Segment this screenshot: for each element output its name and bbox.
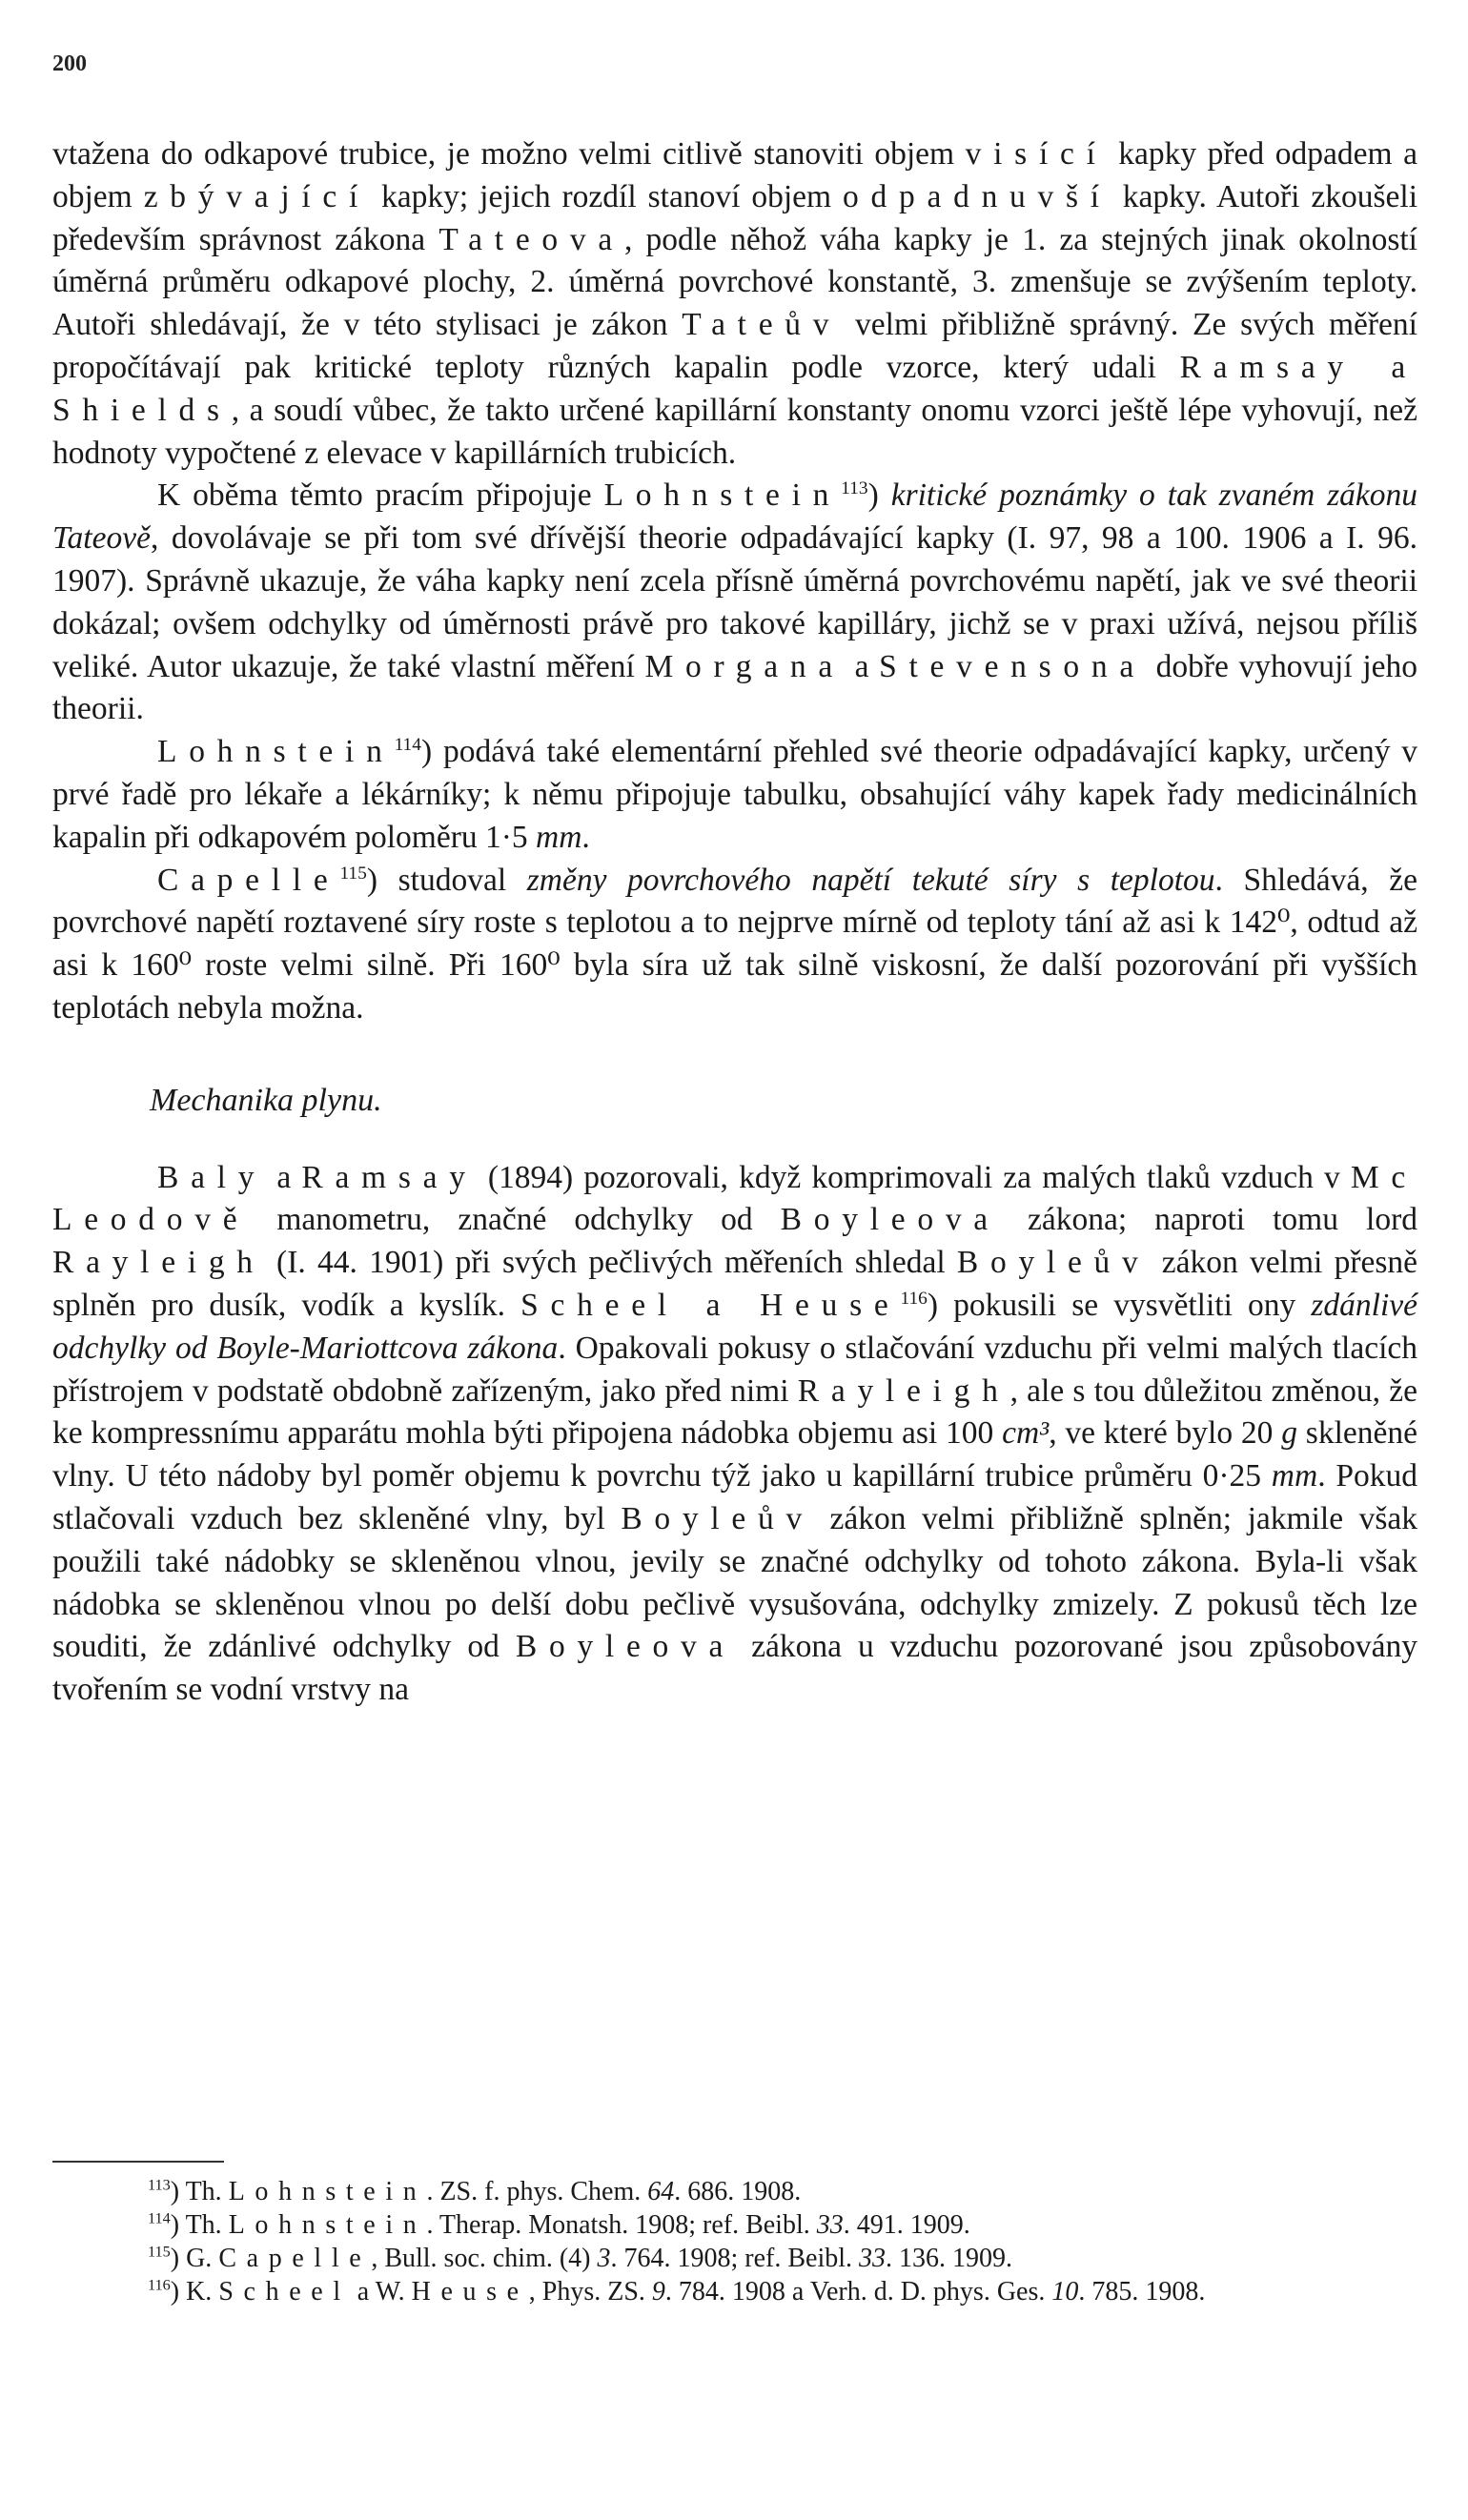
author-name: Boyleova [780,1202,1000,1238]
footnote: $^{115}$) G. Capelle, Bull. soc. chim. (4) 3. 764. 1908; ref. Beibl. 33. 136. 1909. [148,2243,1013,2273]
italic-title: změny povrchového napětí tekuté síry s teplotou [526,862,1215,898]
unit: mm [1271,1458,1318,1494]
spaced-term: odpadnuvší [843,178,1111,214]
spaced-term: visící [965,136,1108,172]
footnote: $^{114}$) Th. Lohnstein. Therap. Monatsh. 1908; ref. Beibl. 33. 491. 1909. [148,2209,970,2240]
unit: mm [536,819,582,855]
footnote-ref: 116 [900,1288,928,1309]
footnote-ref: 113 [841,478,868,499]
author-name: Boyleova [515,1629,736,1665]
paragraph-5: Baly a Ramsay (1894) pozorovali, když komprimovali za malých tlaků vzduch v Mc Leodově manometru, značné odchylky od Boyleova zákona; naproti tomu lord Rayleigh (I. 44. 1901) při svých pečlivých měřeních shledal Boyleův zákon velmi přesně splněn pro dusík, vodík a kyslík. Scheel a Heuse$^{116}$) pokusili se vysvětliti ony zdánlivé odchylky od Boyle-Mariottcova zákona. Opakovali pokusy o stlačování vzduchu při velmi malých tlacích přístrojem v podstatě obdobně zařízeným, jako před nimi Rayleigh, ale s tou důležitou změnou, že ke kompressnímu apparátu mohla býti připojena nádobka objemu asi 100 cm³, ve které bylo 20 g skleněné vlny. U této nádoby byl poměr objemu k povrchu týž jako u kapillární trubice průměru 0·25 mm. Pokud stlačovali vzduch bez skleněné vlny, byl Boyleův zákon velmi přibližně splněn; jakmile však použili také nádobky se skleněnou vlnou, jevily se značné odchylky od tohoto zákona. Byla-li však nádobka se skleněnou vlnou po delší dobu pečlivě vysušována, odchylky zmizely. Z pokusů těch lze souditi, že zdánlivé odchylky od Boyleova zákona u vzduchu pozorované jsou způsobovány tvořením se vodní vrstvy na [52,1159,1418,1708]
footnotes [52,2175,1417,2308]
author-name: Boyleův [956,1245,1151,1281]
author-name: Ramsay [301,1159,478,1195]
author-name: Lohnstein [157,734,395,770]
author-name: Tateův [682,307,842,343]
paragraph-4: Capelle$^{115}$) studoval změny povrchového napětí tekuté síry s teplotou. Shledává, že povrchové napětí roztavené síry roste s teplotou a to nejprve mírně od teploty tání až asi k 142⁰, odtud až asi k 160⁰ roste velmi silně. Při 160⁰ byla síra už tak silně viskosní, že další pozorování při vyšších teplotách nebyla možna. [52,862,1417,1026]
spaced-term: zbývající [143,178,371,214]
author-name: Baly [157,1159,267,1195]
author-name: Rayleigh [52,1245,265,1281]
unit: cm³ [1002,1415,1050,1452]
section-heading: Mechanika plynu. [150,1082,382,1118]
paragraph-2: K oběma těmto pracím připojuje Lohnstein$^{113}$) kritické poznámky o tak zvaném zákonu Tateově, dovolávaje se při tom své dřívější theorie odpadávající kapky (I. 97, 98 a 100. 1906 a I. 96. 1907). Správně ukazuje, že váha kapky není zcela přísně úměrná povrchovému napětí, jak ve své theorii dokázal; ovšem odchylky od úměrnosti právě pro takové kapilláry, jichž se v praxi užívá, nejsou příliš veliké. Autor ukazuje, že také vlastní měření Morgana a Stevensona dobře vyhovují jeho theorii. [52,478,1418,727]
footnote-ref: 114 [394,735,421,755]
paragraph-3: Lohnstein$^{114}$) podává také elementární přehled své theorie odpadávající kapky, určený v prvé řadě pro lékaře a lékárníky; k němu připojuje tabulku, obsahující váhy kapek řady medicinálních kapalin při odkapovém poloměru 1·5 mm. [52,734,1417,855]
author-name: Boyleův [621,1500,814,1536]
author-name: Capelle [157,862,340,898]
footnote: $^{113}$) Th. Lohnstein. ZS. f. phys. Chem. 64. 686. 1908. [148,2176,802,2206]
author-name: Scheel a Heuse [520,1287,901,1323]
footnote-ref: 115 [339,863,367,884]
page-number: 200 [52,51,87,76]
footnote-divider [52,2161,224,2163]
paragraph-1: vtažena do odkapové trubice, je možno velmi citlivě stanoviti objem visící kapky před odpadem a objem zbývající kapky; jejich rozdíl stanoví objem odpadnuvší kapky. Autoři zkoušeli především správnost zákona Tateova, podle něhož váha kapky je 1. za stejných jinak okolností úměrná průměru odkapové plochy, 2. úměrná povrchové konstantě, 3. zmenšuje se zvýšením teploty. Autoři shledávají, že v této stylisaci je zákon Tateův velmi přibližně správný. Ze svých měření propočítávají pak kritické teploty různých kapalin podle vzorce, který udali Ramsay a Shields, a soudí vůbec, že takto určené kapillární konstanty onomu vzorci ještě lépe vyhovují, než hodnoty vypočtené z elevace v kapillárních trubicích. [52,136,1418,471]
author-name: Ramsay a Shields [52,349,1418,428]
author-name: Stevensona [879,648,1146,684]
footnote: $^{116}$) K. Scheel a W. Heuse, Phys. ZS. 9. 784. 1908 a Verh. d. D. phys. Ges. 10. 785. 1908. [148,2276,1206,2307]
author-name: Mc Leodově [52,1159,1417,1238]
author-name: Tateova [438,221,624,257]
italic-title: zdánlivé odchylky od Boyle-Mariottcova zákona [52,1287,1417,1366]
author-name: Morgana [644,648,845,684]
unit: g [1281,1415,1297,1452]
italic-title: kritické poznámky o tak zvaném zákonu Tateově [52,478,1418,557]
author-name: Rayleigh [797,1372,1010,1409]
body-text [52,133,1417,1712]
author-name: Lohnstein [603,478,842,514]
